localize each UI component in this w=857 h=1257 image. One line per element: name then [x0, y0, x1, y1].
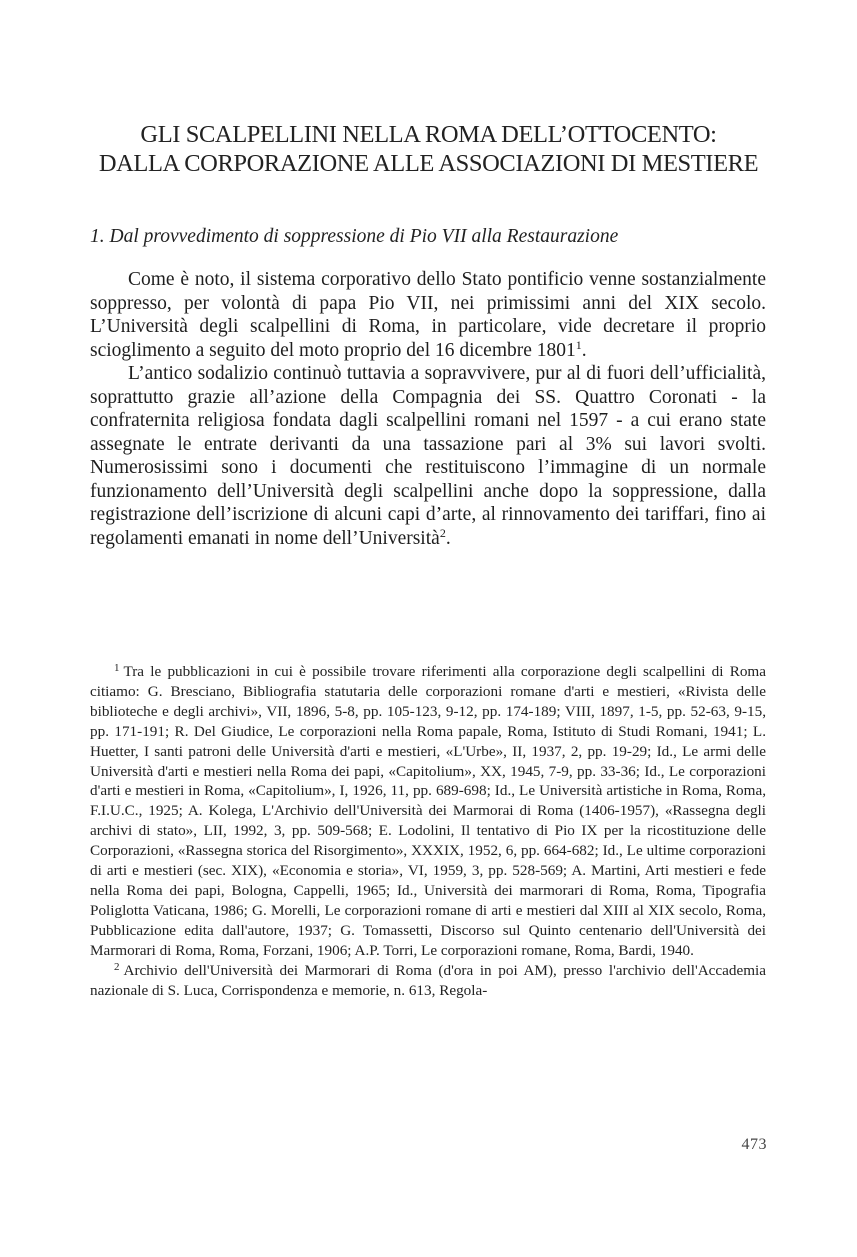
paragraph	[90, 268, 766, 362]
body-text	[90, 268, 766, 550]
section-heading: 1. Dal provvedimento di soppressione di Pio VII alla Restaurazione	[90, 226, 619, 247]
chapter-title-line-1: GLI SCALPELLINI NELLA ROMA DELL’OTTOCENTO:	[140, 121, 717, 148]
chapter-title-line-2: DALLA CORPORAZIONE ALLE ASSOCIAZIONI DI MESTIERE	[98, 150, 759, 177]
footnote-text: Tra le pubblicazioni in cui è possibile trovare riferimenti alla corporazione degli scalpellini di Roma citiamo: G. Bresciano, Bibliografia statutaria delle corporazioni romane d'arti e mestieri, «Rivista delle biblioteche e degli archivi», VII, 1896, 5-8, pp. 105-123, 9-12, pp. 174-189; VIII, 1897, 1-5, pp. 52-63, 9-15, pp. 171-191; R. Del Giudice, Le corporazioni nella Roma papale, Roma, Istituto di Studi Romani, 1941; L. Huetter, I santi patroni delle Università d'arti e mestieri, «L'Urbe», II, 1937, 2, pp. 19-29; Id., Le armi delle Università d'arti e mestieri nella Roma dei papi, «Capitolium», XX, 1945, 7-9, pp. 33-36; Id., Le corporazioni d'arti e mestieri in Roma, «Capitolium», I, 1926, 11, pp. 689-698; Id., Le Università artistiche in Roma, Roma, F.I.U.C., 1925; A. Kolega, L'Archivio dell'Università dei Marmorai di Roma (1406-1957), «Rassegna degli archivi di stato», LII, 1992, 3, pp. 509-568; E. Lodolini, Il tentativo di Pio IX per la ricostituzione delle Corporazioni, «Rassegna storica del Risorgimento», XXXIX, 1952, 6, pp. 664-682; Id., Le ultime corporazioni di arti e mestieri (sec. XIX), «Economia e storia», VI, 1959, 3, pp. 528-569; A. Martini, Arti mestieri e fede nella Roma dei papi, Bologna, Cappelli, 1965; Id., Università dei marmorari di Roma, Roma, Tipografia Poliglotta Vaticana, 1986; G. Morelli, Le corporazioni romane di arti e mestieri dal XIII al XIX secolo, Roma, Pubblicazione edita dall'autore, 1937; G. Tomassetti, Discorso sul Quinto centenario dell'Università dei Marmorari di Roma, Roma, Forzani, 1906; A.P. Torri, Le corporazioni romane, Roma, Bardi, 1940.	[90, 663, 766, 959]
paragraph-text: L’antico sodalizio continuò tuttavia a sopravvivere, pur al di fuori dell’ufficialità, soprattutto grazie all’azione della Compagnia dei SS. Quattro Coronati - la confraternita religiosa fondata dagli scalpellini romani nel 1597 - a cui erano state assegnate le entrate derivanti da una tassazione pari al 3% sui lavori svolti. Numerosissimi sono i documenti che restituiscono l’immagine di un normale funzionamento dell’Università degli scalpellini anche dopo la soppressione, dalla registrazione dell’iscrizione di alcuni capi d’arte, al rinnovamento dei tariffari, fino ai regolamenti emanati in nome dell’Università	[90, 363, 766, 549]
footnote-reference: 2	[439, 525, 446, 540]
footnote	[90, 961, 766, 1001]
paragraph-end-punctuation: .	[581, 339, 587, 361]
footnote-number: 1	[114, 662, 120, 674]
chapter-title	[60, 120, 797, 178]
page-number: 473	[741, 1136, 767, 1153]
footnote-reference: 1	[575, 337, 582, 352]
footnotes	[90, 662, 766, 1000]
footnote-text: Archivio dell'Università dei Marmorari di Roma (d'ora in poi AM), presso l'archivio dell'Accademia nazionale di S. Luca, Corrispondenza e memorie, n. 613, Regola-	[90, 961, 766, 999]
paragraph-end-punctuation: .	[445, 527, 451, 549]
paragraph	[90, 362, 766, 550]
paragraph-text: Come è noto, il sistema corporativo dello Stato pontificio venne sostanzialmente soppresso, per volontà di papa Pio VII, nei primissimi anni del XIX secolo. L’Università degli scalpellini di Roma, in particolare, vide decretare il proprio scioglimento a seguito del moto proprio del 16 dicembre 1801	[90, 269, 766, 361]
footnote	[90, 662, 766, 961]
footnote-number: 2	[114, 960, 120, 973]
